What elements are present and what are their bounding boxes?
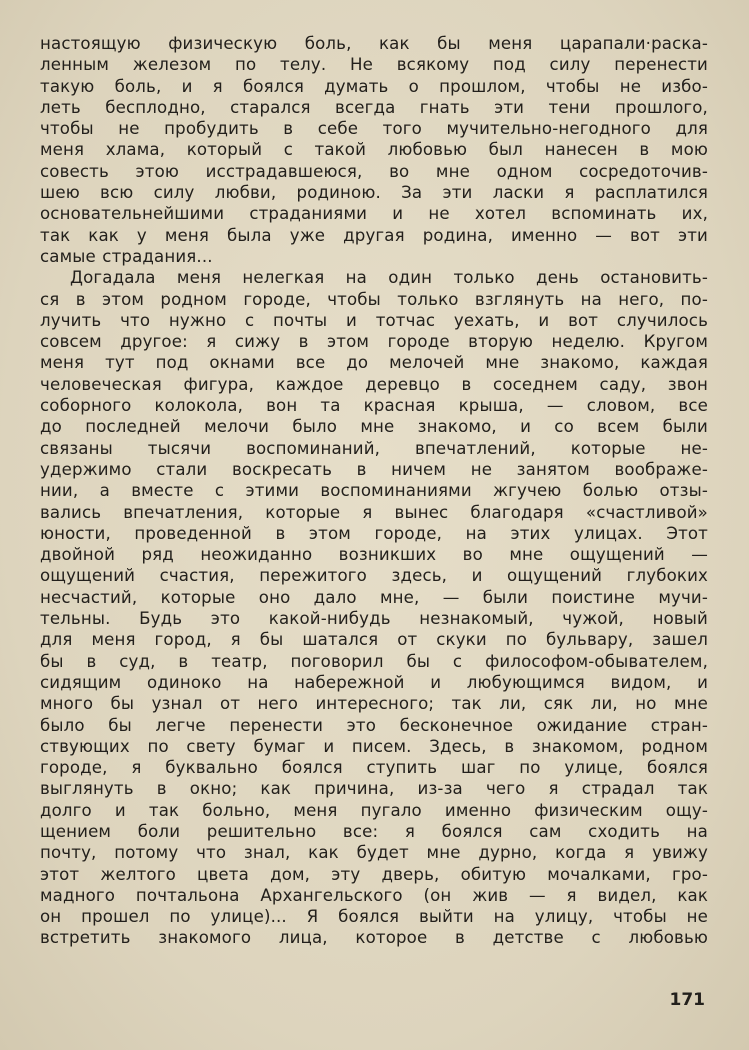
- text-line: человеческая фигура, каждое деревцо в соседнем саду, звон: [40, 374, 708, 394]
- text-line: тельны. Будь это какой-нибудь незнакомый, чужой, новый: [40, 609, 708, 629]
- text-line: юности, проведенной в этом городе, на этих улицах. Этот: [40, 523, 708, 543]
- text-line: до последней мелочи было мне знакомо, и со всем были: [40, 417, 708, 437]
- text-line: самые страдания...: [40, 246, 213, 266]
- text-line: леть бесплодно, старался всегда гнать эти тени прошлого,: [40, 97, 708, 117]
- text-line: совсем другое: я сижу в этом городе вторую неделю. Кругом: [40, 332, 708, 352]
- text-line: нии, а вместе с этими воспоминаниями жгучею болью отзы-: [40, 481, 708, 501]
- text-line: встретить знакомого лица, которое в детстве с любовью: [40, 928, 708, 948]
- text-line: долго и так больно, меня пугало именно физическим ощу-: [40, 800, 708, 820]
- text-line: было бы легче перенести это бесконечное ожидание стран-: [40, 715, 708, 735]
- text-line: соборного колокола, вон та красная крыша, — словом, все: [40, 396, 708, 416]
- text-line: меня тут под окнами все до мелочей мне знакомо, каждая: [40, 353, 708, 373]
- text-line: связаны тысячи воспоминаний, впечатлений, которые не-: [40, 438, 708, 458]
- text-line: щением боли решительно все: я боялся сам сходить на: [40, 821, 708, 841]
- text-line: настоящую физическую боль, как бы меня царапали·раска-: [40, 34, 708, 53]
- text-line: так как у меня была уже другая родина, именно — вот эти: [40, 225, 708, 245]
- text-line: основательнейшими страданиями и не хотел вспоминать их,: [40, 204, 708, 224]
- text-line: для меня город, я бы шатался от скуки по бульвару, зашел: [40, 630, 708, 650]
- text-line: двойной ряд неожиданно возникших во мне ощущений —: [40, 545, 708, 565]
- text-line: бы в суд, в театр, поговорил бы с философом-обывателем,: [40, 651, 708, 671]
- text-line: ленным железом по телу. Не всякому под силу перенести: [40, 55, 708, 75]
- text-line: меня хлама, который с такой любовью был нанесен в мою: [40, 140, 708, 160]
- text-line: почту, потому что знал, как будет мне дурно, когда я увижу: [40, 843, 708, 863]
- text-line: сидящим одиноко на набережной и любующимся видом, и: [40, 672, 708, 692]
- body-text: [40, 33, 708, 949]
- text-line: много бы узнал от него интересного; так ли, сяк ли, но мне: [40, 694, 708, 714]
- paragraph-start-line: Догадала меня нелегкая на один только день остановить-: [70, 268, 708, 288]
- text-line: несчастий, которые оно дало мне, — были поистине мучи-: [40, 587, 708, 607]
- text-line: он прошел по улице)... Я боялся выйти на улицу, чтобы не: [40, 907, 708, 927]
- text-line: шею всю силу любви, родиною. За эти ласки я расплатился: [40, 183, 708, 203]
- text-line: совесть этою исстрадавшеюся, во мне одном сосредоточив-: [40, 161, 708, 181]
- text-line: выглянуть в окно; как причина, из-за чего я страдал так: [40, 779, 708, 799]
- text-line: чтобы не пробудить в себе того мучительно-негодного для: [40, 119, 708, 139]
- text-line: ствующих по свету бумаг и писем. Здесь, в знакомом, родном: [40, 736, 708, 756]
- text-line: ся в этом родном городе, чтобы только взглянуть на него, по-: [40, 289, 708, 309]
- page-number: 171: [669, 990, 705, 1010]
- text-line: этот желтого цвета дом, эту дверь, обитую мочалками, гро-: [40, 864, 708, 884]
- text-line: ощущений счастия, пережитого здесь, и ощущений глубоких: [40, 566, 708, 586]
- text-line: такую боль, и я боялся думать о прошлом, чтобы не избо-: [40, 76, 708, 96]
- text-line: мадного почтальона Архангельского (он жив — я видел, как: [40, 885, 708, 905]
- text-line: городе, я буквально боялся ступить шаг по улице, боялся: [40, 758, 708, 778]
- text-line: удержимо стали воскресать в ничем не занятом воображе-: [40, 459, 708, 479]
- text-line: вались впечатления, которые я вынес благодаря «счастливой»: [40, 502, 708, 522]
- text-line: лучить что нужно с почты и тотчас уехать, и вот случилось: [40, 310, 708, 330]
